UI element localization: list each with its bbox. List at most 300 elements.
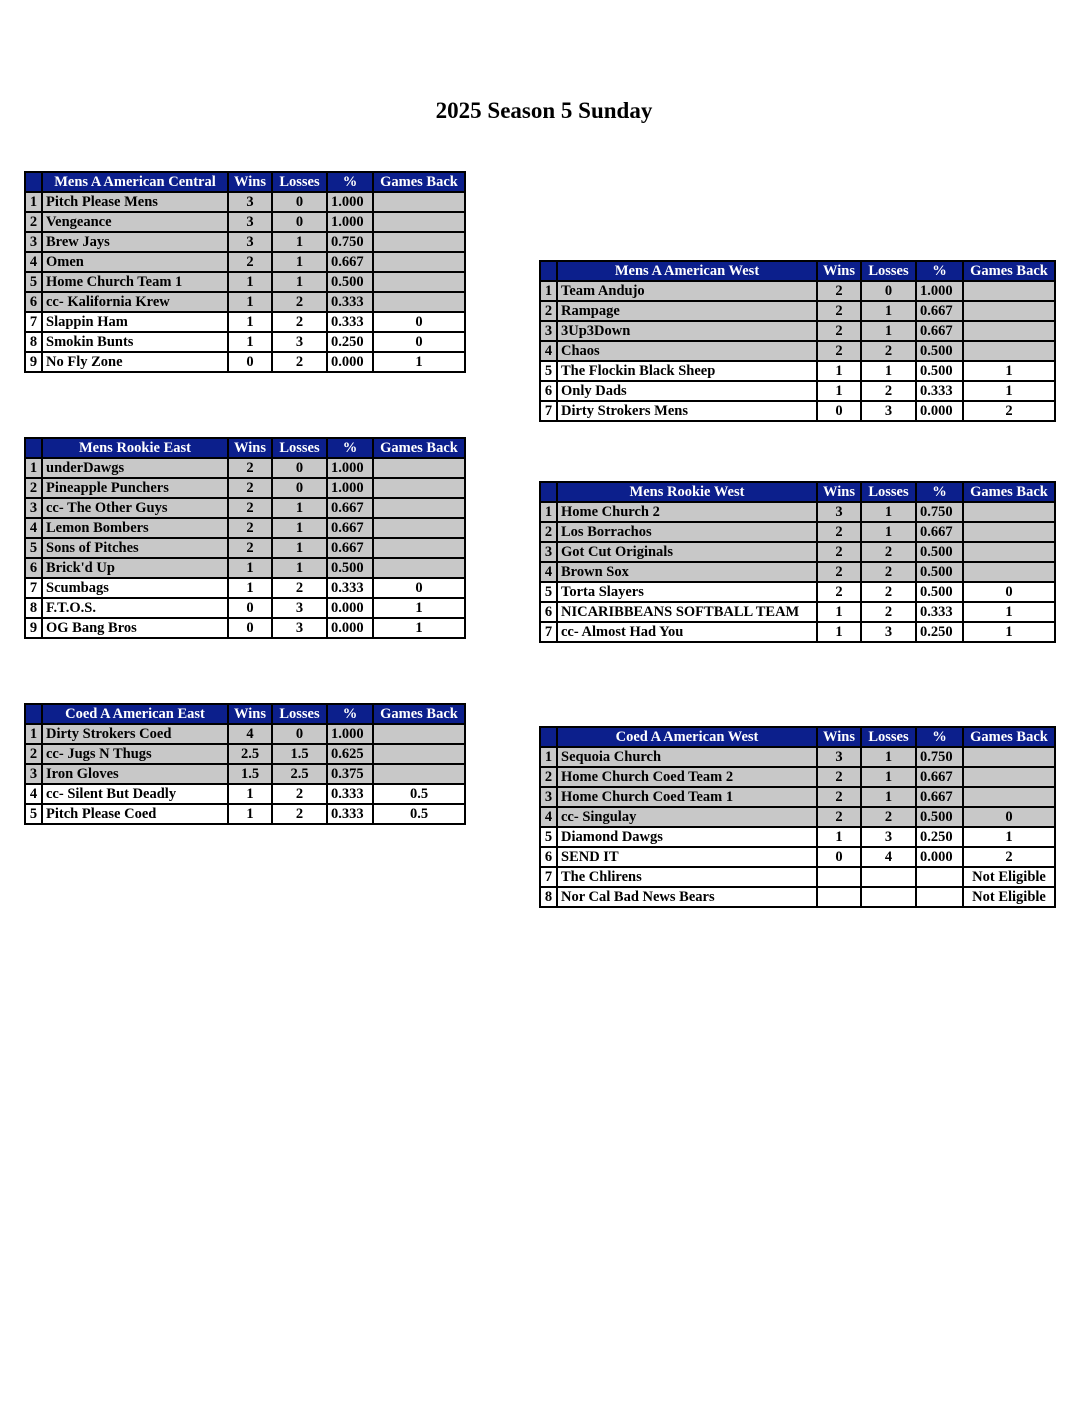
- losses-cell: 1: [272, 498, 327, 518]
- rank-header: [25, 172, 42, 192]
- wins-cell: 2: [817, 281, 861, 301]
- table-row: [25, 804, 465, 824]
- games-back-cell: [963, 562, 1055, 582]
- pct-cell: 0.000: [327, 598, 373, 618]
- pct-cell: 0.667: [916, 301, 963, 321]
- table-row: [25, 252, 465, 272]
- table-row: [25, 538, 465, 558]
- team-name-cell: The Chlirens: [557, 867, 817, 887]
- table-row: [540, 787, 1055, 807]
- team-name-cell: Pitch Please Coed: [42, 804, 228, 824]
- wins-cell: 1: [817, 622, 861, 642]
- losses-cell: 3: [272, 598, 327, 618]
- table-row: [540, 522, 1055, 542]
- wins-cell: 1: [817, 381, 861, 401]
- pct-cell: [916, 887, 963, 907]
- losses-cell: 1: [861, 321, 916, 341]
- table-header-row: [25, 438, 465, 458]
- rank-cell: 4: [540, 341, 557, 361]
- table-header-row: [540, 727, 1055, 747]
- pct-cell: 0.333: [916, 602, 963, 622]
- rank-cell: 6: [540, 381, 557, 401]
- losses-cell: [861, 867, 916, 887]
- table-row: [25, 744, 465, 764]
- pct-cell: 0.625: [327, 744, 373, 764]
- table-row: [25, 332, 465, 352]
- games-back-cell: 2: [963, 401, 1055, 421]
- losses-header: Losses: [272, 438, 327, 458]
- losses-header: Losses: [861, 261, 916, 281]
- losses-cell: 2: [272, 578, 327, 598]
- losses-cell: 0: [272, 724, 327, 744]
- division-name: Coed A American East: [42, 704, 228, 724]
- losses-cell: 1: [861, 747, 916, 767]
- team-name-cell: Torta Slayers: [557, 582, 817, 602]
- team-name-cell: Slappin Ham: [42, 312, 228, 332]
- rank-cell: 7: [540, 401, 557, 421]
- games-back-header: Games Back: [963, 482, 1055, 502]
- wins-cell: 1: [228, 332, 272, 352]
- pct-cell: 0.333: [327, 312, 373, 332]
- games-back-cell: 2: [963, 847, 1055, 867]
- wins-cell: [817, 867, 861, 887]
- losses-cell: 4: [861, 847, 916, 867]
- games-back-cell: [373, 724, 465, 744]
- rank-cell: 8: [540, 887, 557, 907]
- team-name-cell: Lemon Bombers: [42, 518, 228, 538]
- losses-cell: 0: [861, 281, 916, 301]
- wins-header: Wins: [228, 438, 272, 458]
- pct-cell: 1.000: [327, 212, 373, 232]
- losses-header: Losses: [272, 704, 327, 724]
- losses-cell: 3: [272, 332, 327, 352]
- team-name-cell: Home Church Team 1: [42, 272, 228, 292]
- games-back-cell: [373, 192, 465, 212]
- wins-cell: 1.5: [228, 764, 272, 784]
- team-name-cell: Home Church 2: [557, 502, 817, 522]
- wins-cell: 2: [817, 787, 861, 807]
- rank-cell: 4: [25, 784, 42, 804]
- division-name: Mens A American Central: [42, 172, 228, 192]
- losses-cell: 1: [272, 252, 327, 272]
- table-row: [540, 602, 1055, 622]
- pct-cell: 0.375: [327, 764, 373, 784]
- losses-cell: 1: [861, 301, 916, 321]
- rank-header: [540, 727, 557, 747]
- rank-cell: 8: [25, 598, 42, 618]
- pct-cell: 0.500: [916, 361, 963, 381]
- division-name: Mens Rookie East: [42, 438, 228, 458]
- table-row: [540, 847, 1055, 867]
- pct-cell: 0.500: [327, 272, 373, 292]
- wins-cell: 2: [228, 538, 272, 558]
- team-name-cell: Got Cut Originals: [557, 542, 817, 562]
- rank-cell: 7: [540, 867, 557, 887]
- losses-header: Losses: [272, 172, 327, 192]
- table-row: [25, 192, 465, 212]
- pct-cell: 0.667: [916, 522, 963, 542]
- rank-cell: 2: [25, 744, 42, 764]
- team-name-cell: NICARIBBEANS SOFTBALL TEAM: [557, 602, 817, 622]
- team-name-cell: No Fly Zone: [42, 352, 228, 372]
- games-back-cell: [373, 252, 465, 272]
- pct-cell: 0.750: [916, 502, 963, 522]
- games-back-cell: 1: [963, 622, 1055, 642]
- standings-table-mens-a-american-west: [539, 260, 1056, 422]
- pct-cell: 0.667: [327, 518, 373, 538]
- rank-cell: 4: [25, 252, 42, 272]
- team-name-cell: Chaos: [557, 341, 817, 361]
- team-name-cell: Diamond Dawgs: [557, 827, 817, 847]
- games-back-cell: [963, 301, 1055, 321]
- table-row: [540, 321, 1055, 341]
- table-row: [540, 381, 1055, 401]
- losses-cell: 0: [272, 478, 327, 498]
- pct-cell: 0.667: [916, 767, 963, 787]
- wins-cell: 0: [228, 352, 272, 372]
- pct-cell: 0.333: [327, 784, 373, 804]
- rank-cell: 1: [25, 458, 42, 478]
- page-title: 2025 Season 5 Sunday: [435, 98, 653, 123]
- team-name-cell: cc- Kalifornia Krew: [42, 292, 228, 312]
- rank-cell: 1: [540, 747, 557, 767]
- games-back-cell: 0: [373, 332, 465, 352]
- wins-cell: 2: [228, 252, 272, 272]
- pct-cell: 0.667: [327, 498, 373, 518]
- pct-cell: 0.667: [916, 321, 963, 341]
- rank-header: [25, 438, 42, 458]
- rank-cell: 8: [25, 332, 42, 352]
- wins-cell: 2: [817, 562, 861, 582]
- losses-cell: 1: [272, 558, 327, 578]
- games-back-cell: [373, 478, 465, 498]
- losses-cell: 1: [861, 787, 916, 807]
- losses-cell: 0: [272, 212, 327, 232]
- table-row: [540, 361, 1055, 381]
- team-name-cell: F.T.O.S.: [42, 598, 228, 618]
- games-back-cell: [373, 292, 465, 312]
- games-back-cell: [373, 272, 465, 292]
- pct-header: %: [916, 482, 963, 502]
- table-header-row: [540, 482, 1055, 502]
- table-row: [25, 458, 465, 478]
- team-name-cell: Brew Jays: [42, 232, 228, 252]
- team-name-cell: Scumbags: [42, 578, 228, 598]
- table-row: [25, 212, 465, 232]
- rank-cell: 5: [540, 361, 557, 381]
- table-row: [540, 542, 1055, 562]
- games-back-cell: 1: [963, 381, 1055, 401]
- table-row: [25, 558, 465, 578]
- rank-cell: 5: [540, 582, 557, 602]
- pct-cell: 0.250: [327, 332, 373, 352]
- table-row: [25, 518, 465, 538]
- losses-cell: 2: [861, 542, 916, 562]
- wins-cell: 3: [817, 502, 861, 522]
- rank-cell: 9: [25, 618, 42, 638]
- table-row: [25, 764, 465, 784]
- games-back-cell: 0: [963, 807, 1055, 827]
- table-header-row: [25, 172, 465, 192]
- wins-cell: 1: [228, 558, 272, 578]
- wins-cell: 0: [228, 598, 272, 618]
- pct-cell: 0.000: [327, 618, 373, 638]
- wins-cell: 2: [228, 458, 272, 478]
- losses-cell: 1: [272, 518, 327, 538]
- rank-cell: 2: [540, 301, 557, 321]
- losses-cell: 1: [861, 767, 916, 787]
- standings-table-mens-rookie-west: [539, 481, 1056, 643]
- losses-cell: 2: [861, 341, 916, 361]
- table-row: [540, 747, 1055, 767]
- team-name-cell: The Flockin Black Sheep: [557, 361, 817, 381]
- pct-cell: 0.250: [916, 622, 963, 642]
- team-name-cell: Sons of Pitches: [42, 538, 228, 558]
- table-row: [25, 618, 465, 638]
- pct-header: %: [916, 261, 963, 281]
- games-back-cell: [373, 744, 465, 764]
- rank-cell: 1: [25, 192, 42, 212]
- games-back-cell: 0.5: [373, 784, 465, 804]
- games-back-cell: [373, 538, 465, 558]
- rank-cell: 9: [25, 352, 42, 372]
- games-back-cell: 0.5: [373, 804, 465, 824]
- team-name-cell: Only Dads: [557, 381, 817, 401]
- wins-cell: 1: [228, 804, 272, 824]
- table-row: [25, 598, 465, 618]
- standings-table-coed-a-american-east: [24, 703, 466, 825]
- losses-cell: 2.5: [272, 764, 327, 784]
- wins-cell: 1: [817, 602, 861, 622]
- pct-cell: 0.333: [327, 292, 373, 312]
- games-back-cell: [373, 498, 465, 518]
- losses-cell: 2: [272, 784, 327, 804]
- games-back-header: Games Back: [963, 261, 1055, 281]
- team-name-cell: Home Church Coed Team 1: [557, 787, 817, 807]
- wins-header: Wins: [228, 172, 272, 192]
- pct-cell: 1.000: [327, 458, 373, 478]
- pct-cell: 0.000: [916, 401, 963, 421]
- wins-header: Wins: [228, 704, 272, 724]
- games-back-cell: [963, 542, 1055, 562]
- losses-cell: 2: [861, 381, 916, 401]
- pct-cell: 0.750: [327, 232, 373, 252]
- rank-cell: 1: [540, 281, 557, 301]
- table-row: [540, 301, 1055, 321]
- games-back-cell: [373, 232, 465, 252]
- rank-cell: 3: [25, 232, 42, 252]
- team-name-cell: Dirty Strokers Mens: [557, 401, 817, 421]
- rank-cell: 3: [25, 498, 42, 518]
- wins-cell: 3: [228, 192, 272, 212]
- standings-table-mens-a-american-central: [24, 171, 466, 373]
- losses-cell: 3: [861, 622, 916, 642]
- table-row: [540, 281, 1055, 301]
- table-row: [540, 401, 1055, 421]
- rank-cell: 2: [540, 522, 557, 542]
- wins-cell: 2: [817, 522, 861, 542]
- wins-cell: 1: [228, 272, 272, 292]
- games-back-cell: 1: [373, 598, 465, 618]
- team-name-cell: 3Up3Down: [557, 321, 817, 341]
- pct-cell: 0.000: [327, 352, 373, 372]
- pct-cell: 0.500: [916, 542, 963, 562]
- table-row: [540, 807, 1055, 827]
- losses-cell: 2: [272, 804, 327, 824]
- rank-header: [540, 261, 557, 281]
- table-row: [540, 867, 1055, 887]
- rank-cell: 3: [540, 542, 557, 562]
- rank-cell: 7: [25, 578, 42, 598]
- team-name-cell: Vengeance: [42, 212, 228, 232]
- games-back-cell: [373, 764, 465, 784]
- wins-header: Wins: [817, 727, 861, 747]
- losses-cell: [861, 887, 916, 907]
- wins-cell: 2: [817, 321, 861, 341]
- games-back-cell: Not Eligible: [963, 867, 1055, 887]
- wins-cell: 2: [228, 478, 272, 498]
- wins-cell: 2: [817, 767, 861, 787]
- rank-cell: 3: [540, 321, 557, 341]
- pct-cell: 0.500: [327, 558, 373, 578]
- games-back-cell: 0: [373, 312, 465, 332]
- games-back-cell: [373, 558, 465, 578]
- table-header-row: [540, 261, 1055, 281]
- wins-cell: 2: [817, 582, 861, 602]
- division-name: Mens Rookie West: [557, 482, 817, 502]
- games-back-cell: [963, 341, 1055, 361]
- wins-cell: 3: [228, 212, 272, 232]
- team-name-cell: Iron Gloves: [42, 764, 228, 784]
- losses-cell: 2: [861, 602, 916, 622]
- table-row: [540, 341, 1055, 361]
- pct-cell: 1.000: [327, 724, 373, 744]
- wins-cell: 2: [228, 498, 272, 518]
- pct-cell: 1.000: [916, 281, 963, 301]
- standings-table-coed-a-american-west: [539, 726, 1056, 908]
- pct-header: %: [916, 727, 963, 747]
- pct-header: %: [327, 172, 373, 192]
- rank-cell: 6: [540, 602, 557, 622]
- losses-cell: 1.5: [272, 744, 327, 764]
- losses-cell: 1: [272, 272, 327, 292]
- team-name-cell: Pineapple Punchers: [42, 478, 228, 498]
- table-row: [25, 498, 465, 518]
- losses-cell: 2: [272, 312, 327, 332]
- losses-cell: 3: [272, 618, 327, 638]
- losses-cell: 1: [861, 502, 916, 522]
- pct-cell: 0.667: [327, 538, 373, 558]
- losses-cell: 2: [861, 562, 916, 582]
- games-back-cell: 1: [963, 602, 1055, 622]
- pct-cell: 1.000: [327, 478, 373, 498]
- team-name-cell: Brick'd Up: [42, 558, 228, 578]
- wins-cell: 0: [228, 618, 272, 638]
- wins-cell: 2: [817, 341, 861, 361]
- games-back-cell: Not Eligible: [963, 887, 1055, 907]
- games-back-header: Games Back: [373, 438, 465, 458]
- games-back-cell: [963, 321, 1055, 341]
- pct-cell: 0.250: [916, 827, 963, 847]
- wins-cell: 1: [228, 312, 272, 332]
- games-back-cell: 0: [963, 582, 1055, 602]
- rank-cell: 4: [25, 518, 42, 538]
- pct-cell: 0.500: [916, 807, 963, 827]
- division-name: Mens A American West: [557, 261, 817, 281]
- team-name-cell: cc- Singulay: [557, 807, 817, 827]
- losses-cell: 3: [861, 827, 916, 847]
- table-row: [25, 232, 465, 252]
- pct-cell: 0.500: [916, 582, 963, 602]
- rank-cell: 3: [25, 764, 42, 784]
- standings-table-mens-rookie-east: [24, 437, 466, 639]
- games-back-cell: [963, 747, 1055, 767]
- team-name-cell: Sequoia Church: [557, 747, 817, 767]
- wins-cell: 1: [817, 827, 861, 847]
- pct-header: %: [327, 704, 373, 724]
- rank-cell: 4: [540, 562, 557, 582]
- team-name-cell: Nor Cal Bad News Bears: [557, 887, 817, 907]
- table-row: [540, 622, 1055, 642]
- losses-cell: 1: [861, 522, 916, 542]
- losses-cell: 2: [272, 292, 327, 312]
- table-row: [25, 724, 465, 744]
- losses-cell: 2: [272, 352, 327, 372]
- losses-cell: 0: [272, 458, 327, 478]
- team-name-cell: Home Church Coed Team 2: [557, 767, 817, 787]
- losses-header: Losses: [861, 727, 916, 747]
- table-row: [25, 272, 465, 292]
- rank-cell: 4: [540, 807, 557, 827]
- rank-cell: 6: [540, 847, 557, 867]
- wins-header: Wins: [817, 482, 861, 502]
- rank-header: [25, 704, 42, 724]
- rank-cell: 2: [540, 767, 557, 787]
- table-row: [540, 562, 1055, 582]
- wins-cell: 1: [228, 784, 272, 804]
- games-back-header: Games Back: [373, 704, 465, 724]
- wins-cell: 2: [817, 807, 861, 827]
- team-name-cell: Omen: [42, 252, 228, 272]
- table-row: [540, 582, 1055, 602]
- pct-cell: 0.667: [916, 787, 963, 807]
- games-back-cell: 1: [963, 827, 1055, 847]
- table-row: [25, 352, 465, 372]
- pct-cell: 0.000: [916, 847, 963, 867]
- games-back-cell: [373, 458, 465, 478]
- games-back-cell: 0: [373, 578, 465, 598]
- wins-cell: 3: [817, 747, 861, 767]
- games-back-cell: 1: [963, 361, 1055, 381]
- table-header-row: [25, 704, 465, 724]
- losses-cell: 2: [861, 582, 916, 602]
- pct-cell: 0.500: [916, 562, 963, 582]
- table-row: [25, 784, 465, 804]
- wins-header: Wins: [817, 261, 861, 281]
- rank-cell: 1: [540, 502, 557, 522]
- team-name-cell: cc- Silent But Deadly: [42, 784, 228, 804]
- losses-cell: 3: [861, 401, 916, 421]
- games-back-cell: [963, 787, 1055, 807]
- pct-cell: 0.333: [916, 381, 963, 401]
- pct-cell: 0.667: [327, 252, 373, 272]
- division-name: Coed A American West: [557, 727, 817, 747]
- wins-cell: [817, 887, 861, 907]
- rank-cell: 2: [25, 478, 42, 498]
- team-name-cell: Dirty Strokers Coed: [42, 724, 228, 744]
- team-name-cell: Brown Sox: [557, 562, 817, 582]
- team-name-cell: underDawgs: [42, 458, 228, 478]
